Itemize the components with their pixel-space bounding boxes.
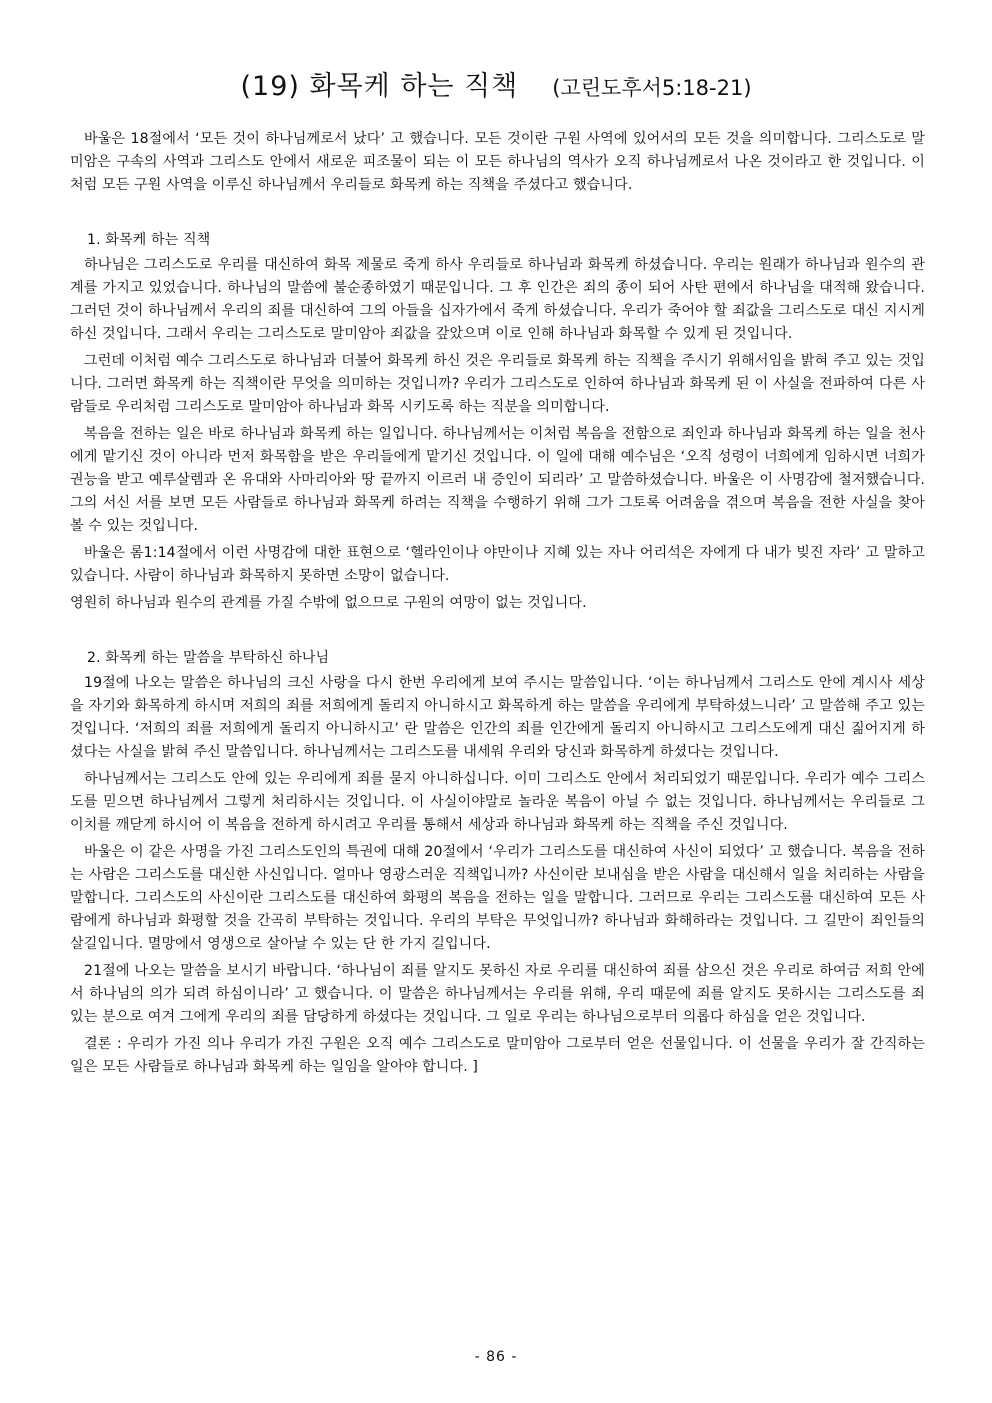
section-1-paragraph: 복음을 전하는 일은 바로 하나님과 화목케 하는 일입니다. 하나님께서는 이처럼 복음을 전함으로 죄인과 하나님과 화목케 하는 일을 천사에게 맡기신 것이 아니라 먼저 화목함을 받은 우리들에게 맡기신 것입니다. 이 일에 대해 예수님은 ‘오직 성령이 너희에게 임하시면 너희가 권능을 받고 예루살렘과 온 유대와 사마리아와 땅 끝까지 이르러 내 증인이 되리라’ 고 말씀하셨습니다. 바울은 이 사명감에 철저했습니다. 그의 서신 서를 보면 모든 사람들로 하나님과 화목케 하려는 직책을 수행하기 위해 그가 그토록 어려움을 겪으며 복음을 전한 사실을 찾아 볼 수 있는 것입니다. (70, 426, 926, 534)
section-1-paragraph: 하나님은 그리스도로 우리를 대신하여 화목 제물로 죽게 하사 우리들로 하나님과 화목케 하셨습니다. 우리는 원래가 하나님과 원수의 관계를 가지고 있었습니다. 하나님의 말씀에 불순종하였기 때문입니다. 그 후 인간은 죄의 종이 되어 사탄 편에서 하나님을 대적해 왔습니다. 그러던 것이 하나님께서 우리의 죄를 대신하여 그의 아들을 십자가에서 죽게 하셨습니다. 우리가 죽어야 할 죄값을 그리스도로 대신 지시게 하신 것입니다. 그래서 우리는 그리스도로 말미암아 죄값을 갚았으며 이로 인해 하나님과 화목할 수 있게 된 것입니다. (70, 257, 925, 342)
section-1-paragraph: 바울은 롬1:14절에서 이런 사명감에 대한 표현으로 ‘헬라인이나 야만이나 지혜 있는 자나 어리석은 자에게 다 내가 빚진 자라’ 고 말하고 있습니다. 사람이 하나님과 화목하지 못하면 소망이 없습니다. (70, 545, 925, 584)
section-spacer (70, 201, 925, 229)
section-2-paragraph: 하나님께서는 그리스도 안에 있는 우리에게 죄를 묻지 아니하십니다. 이미 그리스도 안에서 처리되었기 때문입니다. 우리가 예수 그리스도를 믿으면 하나님께서 그렇게 처리하시는 것입니다. 이 사실이야말로 놀라운 복음이 아닐 수 없는 것입니다. 하나님께서는 우리들로 그 이치를 깨닫게 하시어 이 복음을 전하게 하시려고 우리를 통해서 세상과 하나님과 화목케 하는 직책을 주신 것입니다. (70, 771, 925, 833)
section-1-heading: 1. 화목케 하는 직책 (87, 232, 211, 248)
section-1-paragraph: 그런데 이처럼 예수 그리스도로 하나님과 더불어 화목케 하신 것은 우리들로 화목케 하는 직책을 주시기 위해서임을 밝혀 주고 있는 것입니다. 그러면 화목케 하는 직책이란 무엇을 의미하는 것입니까? 우리가 그리스도로 인하여 하나님과 화목케 된 이 사실을 전파하여 다른 사람들로 우리처럼 그리스도로 말미암아 하나님과 화목 시키도록 하는 직분을 의미합니다. (70, 353, 925, 415)
page-number: - 86 - (474, 1349, 518, 1365)
page-title (0, 64, 992, 103)
section-2-paragraph: 21절에 나오는 말씀을 보시기 바랍니다. ‘하나님이 죄를 알지도 못하신 자로 우리를 대신하여 죄를 삼으신 것은 우리로 하여금 저희 안에서 하나님의 의가 되려 하심이니라’ 고 했습니다. 이 말씀은 하나님께서는 우리를 위해, 우리 때문에 죄를 알지도 못하시는 그리스도를 죄 있는 분으로 여겨 그에게 우리의 죄를 담당하게 하셨다는 것입니다. 그 일로 우리는 하나님으로부터 의롭다 하심을 얻은 것입니다. (70, 963, 925, 1025)
section-2-paragraph: 바울은 이 같은 사명을 가진 그리스도인의 특권에 대해 20절에서 ‘우리가 그리스도를 대신하여 사신이 되었다’ 고 했습니다. 복음을 전하는 사람은 그리스도를 대신한 사신입니다. 얼마나 영광스러운 직책입니까? 사신이란 보내심을 받은 사람을 대신해서 일을 처리하는 사람을 말합니다. 그리스도의 사신이란 그리스도를 대신하여 화평의 복음을 전하는 일을 말합니다. 그러므로 우리는 그리스도를 대신하여 모든 사람에게 하나님과 화평할 것을 간곡히 부탁하는 것입니다. 우리의 부탁은 무엇입니까? 하나님과 화해하라는 것입니다. 그 길만이 죄인들의 살길입니다. 멸망에서 영생으로 살아날 수 있는 단 한 가지 길입니다. (70, 844, 925, 952)
title-main: (19) 화목케 하는 직책 (240, 71, 519, 102)
document-body (70, 128, 925, 1083)
section-2-heading: 2. 화목케 하는 말씀을 부탁하신 하나님 (87, 650, 330, 666)
section-spacer (70, 619, 925, 647)
section-1-paragraph: 영원히 하나님과 원수의 관계를 가질 수밖에 없으므로 구원의 여망이 없는 것입니다. (70, 595, 587, 611)
title-scripture-reference: (고린도후서5:18-21) (552, 76, 752, 100)
conclusion-paragraph: 결론 : 우리가 가진 의나 우리가 가진 구원은 오직 예수 그리스도로 말미암아 그로부터 얻은 선물입니다. 이 선물을 우리가 잘 간직하는 일은 모든 사람들로 하나님과 화목케 하는 일임을 알아야 합니다. ] (70, 1036, 925, 1075)
intro-paragraph: 바울은 18절에서 ‘모든 것이 하나님께로서 났다’ 고 했습니다. 모든 것이란 구원 사역에 있어서의 모든 것을 의미합니다. 그리스도로 말미암은 구속의 사역과 그리스도 안에서 새로운 피조물이 되는 이 모든 하나님의 역사가 오직 하나님께로서 나온 것이라고 한 것입니다. 이처럼 모든 구원 사역을 이루신 하나님께서 우리들로 화목케 하는 직책을 주셨다고 했습니다. (70, 131, 925, 193)
section-2-paragraph: 19절에 나오는 말씀은 하나님의 크신 사랑을 다시 한번 우리에게 보여 주시는 말씀입니다. ‘이는 하나님께서 그리스도 안에 계시사 세상을 자기와 화목하게 하시며 저희의 죄를 저희에게 돌리지 아니하시고 화목하게 하는 말씀을 우리에게 부탁하셨느니라’ 고 말씀해 주고 있는 것입니다. ‘저희의 죄를 저희에게 돌리지 아니하시고’ 란 말씀은 인간의 죄를 인간에게 돌리지 아니하시고 그리스도에게 대신 짊어지게 하셨다는 사실을 밝혀 주신 말씀입니다. 하나님께서는 그리스도를 내세워 우리와 당신과 화목하게 하셨다는 것입니다. (70, 675, 925, 760)
